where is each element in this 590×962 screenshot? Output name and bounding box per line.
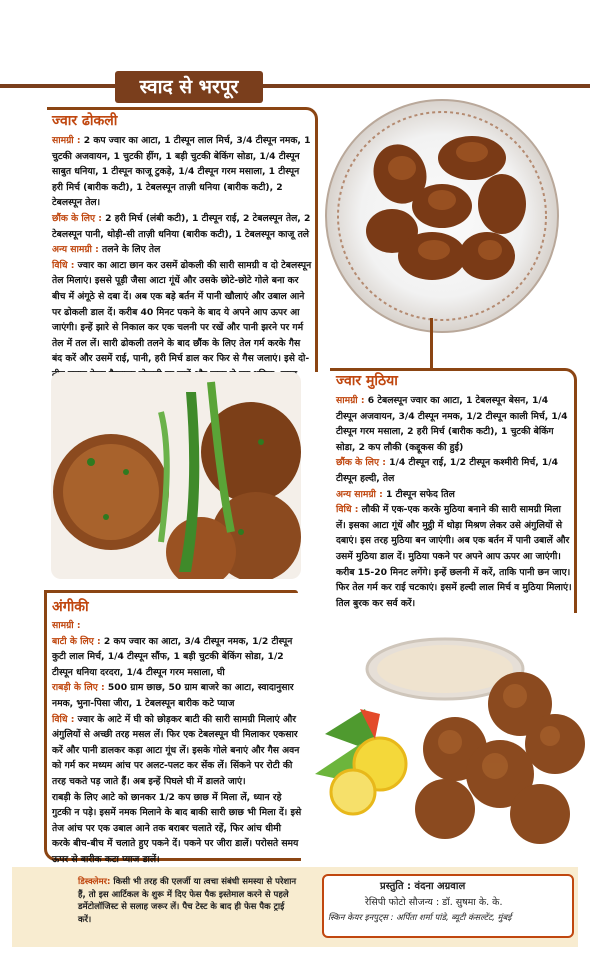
rabdi-text: 500 ग्राम छाछ, 50 ग्राम बाजरे का आटा, स्वादानुसार नमक, भुना-पिसा जीरा, 1 टेबलस्पून बारीक कटे प्याज bbox=[52, 682, 294, 709]
ingredients-label: सामग्री : bbox=[52, 135, 81, 146]
recipe-body-dhokli bbox=[52, 133, 312, 398]
bati-text: 2 कप ज्वार का आटा, 3/4 टीस्पून नमक, 1/2 टीस्पून कुटी लाल मिर्च, 1/4 टीस्पून सौंफ, 1 बड़ी चुटकी बेकिंग सोडा, 1/2 टीस्पून धनिया दरदरा, 1/4 टीस्पून गरम मसाला, घी bbox=[52, 635, 293, 678]
disclaimer-body: किसी भी तरह की एलर्जी या त्वचा संबंधी समस्या से परेशान हैं, तो इस आर्टिकल के शुरू में दिए फेस पैक इस्तेमाल करने से पहले डर्मेटोलॉजिस्ट से सलाह जरूर लें। पैच टेस्ट के बाद ही फेस पैक ट्राई करें। bbox=[78, 877, 297, 925]
recipe-title-dhokli: ज्वार ढोकली bbox=[52, 113, 118, 129]
dhokli-closeup-photo bbox=[51, 372, 301, 579]
recipe-title-angiki: अंगीकी bbox=[52, 599, 89, 615]
other-label: अन्य सामग्री : bbox=[52, 244, 99, 256]
method-label: विधि : bbox=[52, 259, 75, 271]
method-text: लौकी में एक-एक करके मुठिया बनाने की सारी सामग्री मिला लें। इसका आटा गूंधें और मुट्ठी में थोड़ा मिश्रण लेकर उसे अंगुलियों से दबाएं। इस तरह मुठिया बन जाएंगी। अब एक बर्तन में पानी उबालें और उसमें मुठिया डाल दें। मुठिया पकने पर अपने आप ऊपर आ जाएंगी। करीब 15-20 मिनट लगेंगे। इन्हें छलनी में करें, ताकि पानी छन जाए। फिर तेल गर्म कर राई चटकाएं। इसमें हल्दी लाल मिर्च व मुठिया मिलाएं। तिल बुरक कर सर्व करें। bbox=[336, 504, 572, 609]
recipe-body-muthiya bbox=[336, 393, 572, 611]
ingredients-label: सामग्री : bbox=[52, 620, 81, 631]
tempering-text: 2 हरी मिर्च (लंबी कटी), 1 टीस्पून राई, 2 टेबलस्पून तेल, 2 टेबलस्पून पानी, थोड़ी-सी ताज़ी धनिया (बारीक कटी), 1 टेबलस्पून काजू तले bbox=[52, 212, 311, 240]
disclaimer-text bbox=[78, 876, 300, 926]
tempering-label: छौंक के लिए : bbox=[52, 212, 102, 224]
angiki-photo bbox=[305, 614, 590, 856]
other-label: अन्य सामग्री : bbox=[336, 488, 383, 500]
tempering-label: छौंक के लिए : bbox=[336, 457, 386, 469]
ingredients-text: 6 टेबलस्पून ज्वार का आटा, 1 टेबलस्पून बेसन, 1/4 टीस्पून अजवायन, 3/4 टीस्पून नमक, 1/2 टीस्पून काली मिर्च, 1/4 टीस्पून गरम मसाला, 2 हरी मिर्च (बारीक कटी), 1 चुटकी बेकिंग सोडा, 2 कप लौकी (कद्दूकस की हुई) bbox=[336, 395, 568, 453]
top-divider bbox=[0, 84, 590, 88]
method-text-2: राबड़ी के लिए आटे को छानकर 1/2 कप छाछ में मिला लें, ध्यान रहे गुटकी न पड़े। इसमें नमक मिलाने के बाद बाकी सारी छाछ भी मिला दें। इसे तेज आंच पर एक उबाल आने तक बराबर चलाते रहें, फिर आंच धीमी करके बीच-बीच में चलाते हुए पकने दें। पकने पर जीरा डालें। परोसते समय ऊपर से बारीक कटा प्याज डालें। bbox=[52, 791, 302, 865]
bati-label: बाटी के लिए : bbox=[52, 635, 101, 647]
page-title: स्वाद से भरपूर bbox=[115, 71, 263, 103]
ingredients-label: सामग्री : bbox=[336, 395, 365, 406]
tempering-text: 1/4 टीस्पून राई, 1/2 टीस्पून कश्मीरी मिर्च, 1/4 टीस्पून हल्दी, तेल bbox=[336, 457, 559, 484]
rabdi-label: राबड़ी के लिए : bbox=[52, 682, 105, 694]
method-label: विधि : bbox=[52, 713, 75, 725]
connector-line bbox=[430, 318, 433, 368]
other-text: 1 टीस्पून सफेद तिल bbox=[385, 488, 455, 500]
credit-skin-care: स्किन केयर इनपुट्स : अर्पिता शर्मा पांडे, ब्यूटी कंसल्टेंट, मुंबई bbox=[328, 912, 512, 922]
method-text: ज्वार का आटा छान कर उसमें ढोकली की सारी सामग्री व दो टेबलस्पून तेल मिलाएं। इससे पूड़ी जैसा आटा गूंधें और उसके छोटे-छोटे गोले बना कर बीच में अंगूठे से दबा दें। अब एक बड़े बर्तन में पानी खौलाएं और उबाल आने पर ढोकली डाल दें। करीब 40 मिनट पकने के बाद ये अपने आप ऊपर आ जाएंगी। इन्हें झारे से निकाल कर एक चलनी पर रखें और पानी झरने पर गर्म तेल में तल लें। सारी ढोकली तलने के बाद छौंक के लिए तेल गर्म करके गैस बंद करें और उसमें राई, पानी, हरी मिर्च डाल कर फिर से गैस जलाएं। इसे दो- bbox=[52, 259, 312, 365]
recipe-title-muthiya: ज्वार मुठिया bbox=[336, 373, 398, 389]
angiki-top-rule bbox=[44, 590, 298, 593]
ingredients-text: 2 कप ज्वार का आटा, 1 टीस्पून लाल मिर्च, 3/4 टीस्पून नमक, 1 चुटकी अजवायन, 1 चुटकी हींग, 1 बड़ी चुटकी बेकिंग सोडा, 1/4 टीस्पून साबुत धनिया, 1 टीस्पून काजू टुकड़े, 1/4 टीस्पून गरम मसाला, 1 टीस्पून हरी मिर्च (बारीक कटी), 1 टेबलस्पून ताज़ी धनिया (बारीक कटी), 2 टेबलस्पून तेल। bbox=[52, 135, 311, 209]
credit-photo: रेसिपी फोटो सौजन्य : डॉ. सुषमा के. के. bbox=[365, 897, 503, 908]
method-label: विधि : bbox=[336, 504, 359, 516]
recipe-body-angiki bbox=[52, 618, 302, 868]
method-text: ज्वार के आटे में घी को छोड़कर बाटी की सारी सामग्री मिलाएं और अंगुलियों से अच्छी तरह मसल लें। फिर एक टेबलस्पून घी मिलाकर एकसार करें और पानी डालकर कड़ा आटा गूंध लें। इसके गोले बनाएं और गैस अवन को गर्म कर मध्यम आंच पर अलट-पलट कर सेंक लें। सिंकने पर रोटी की तरह चकते पड़ जाते हैं। अब इन्हें पिघले घी में डालते जाएं। bbox=[52, 713, 300, 787]
dhokli-plate-photo bbox=[322, 96, 562, 336]
other-text: तलने के लिए तेल bbox=[101, 244, 161, 256]
disclaimer-label: डिस्क्लेमर: bbox=[78, 877, 111, 887]
credit-presented: प्रस्तुति : वंदना अग्रवाल bbox=[380, 881, 466, 892]
